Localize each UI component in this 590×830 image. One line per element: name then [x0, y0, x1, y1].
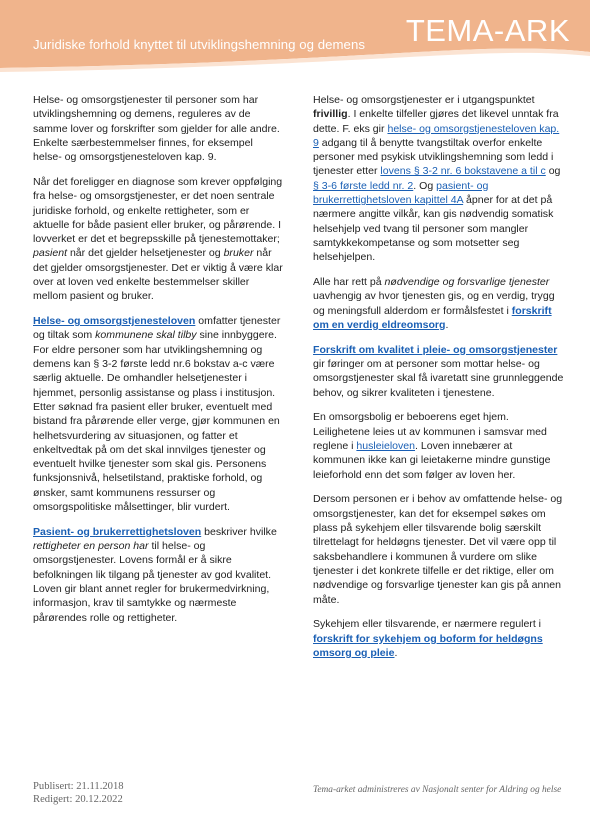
right-paragraph-3: Forskrift om kvalitet i pleie- og omsorgstjenester gir føringer om at personer som mottar helse- og omsorgstjenester skal få ivaretatt sine grunnleggende behov, og sikrer kvaliteten i tjenestene.: [313, 343, 564, 399]
left-paragraph-2: Når det foreligger en diagnose som krever oppfølging fra helse- og omsorgstjenester, er det noen sentrale juridiske forhold, og enkelte rettigheter, som er aktuelle for både pasient eller bruker, og pårørende. I lovverket er det et begrepsskille på tjenestemottaker; pasient når det gjelder helsetjenester og bruker når det gjelder omsorgstjenester. Det er viktig å være klar over at loven ved enkelte bestemmelser skiller mellom pasient og bruker.: [33, 175, 283, 303]
left-paragraph-1: Helse- og omsorgstjenester til personer som har utviklingshemning og demens, reguleres av de samme lover og forskrifter som gjelder for alle andre. Enkelte særbestemmelser finnes, for eksempel helse- og omsorgstjenesteloven kap. 9.: [33, 94, 280, 164]
link-husleieloven[interactable]: husleieloven: [356, 440, 416, 453]
right-paragraph-4: En omsorgsbolig er beboerens eget hjem. Leilighetene leies ut av kommunen i samsvar med reglene i husleieloven. Loven innebærer at kommunen ikke kan gi leietakerne mindre gunstige leieforhold enn det som følger av loven her.: [313, 411, 551, 481]
link-kap-9[interactable]: helse- og omsorgstjenesteloven kap. 9: [313, 122, 560, 149]
header-brand: TEMA-ARK: [405, 13, 570, 48]
footer-note: Tema-arket administreres av Nasjonalt senter for Aldring og helse: [313, 785, 562, 795]
right-paragraph-6: Sykehjem eller tilsvarende, er nærmere regulert i forskrift for sykehjem og boform for heldøgns omsorg og pleie.: [313, 618, 543, 659]
link-lovens-3-2[interactable]: lovens § 3-2 nr. 6 bokstavene a til c: [380, 165, 546, 178]
right-paragraph-2: Alle har rett på nødvendige og forsvarlige tjenester uavhengig av hvor tjenesten gis, og en verdig, trygg og meningsfull alderdom er formålsfestet i forskrift om en verdig eldreomsorg.: [313, 276, 555, 331]
link-kapittel-4a[interactable]: pasient- og brukerrettighetsloven kapittel 4A: [313, 179, 489, 207]
link-forskrift-kvalitet[interactable]: Forskrift om kvalitet i pleie- og omsorgstjenester: [313, 343, 558, 356]
link-pasient-og-brukerrettighetsloven[interactable]: Pasient- og brukerrettighetsloven: [33, 525, 202, 538]
edited-date: Redigert: 20.12.2022: [33, 793, 123, 805]
link-3-6[interactable]: § 3-6 første ledd nr. 2: [313, 179, 414, 192]
right-paragraph-1: Helse- og omsorgstjenester er i utgangspunktet frivillig. I enkelte tilfeller gjøres det likevel unntak fra dette. F. eks gir helse- og omsorgstjenesteloven kap. 9 adgang til å benytte tvangstiltak overfor enkelte personer med psykisk utviklingshemning som ledd i tjenester etter lovens § 3-2 nr. 6 bokstavene a til c og § 3-6 første ledd nr. 2. Og pasient- og brukerrettighetsloven kapittel 4A åpner for at det på nærmere angitte vilkår, kan gis nødvendig somatisk helsehjelp ved tvang til personer som mangler samtykkekompetanse og som motsetter seg helsehjelpen.: [313, 94, 561, 264]
footer-dates: [33, 781, 124, 806]
link-helse-og-omsorgstjenesteloven[interactable]: Helse- og omsorgstjenesteloven: [33, 315, 196, 328]
left-paragraph-3: Helse- og omsorgstjenesteloven omfatter tjenester og tiltak som kommunene skal tilby sine innbyggere. For eldre personer som har utviklingshemning og demens kan § 3-2 første ledd nr.6 bokstav a-c være særlig aktuelle. De omhandler helsetjenester i hjemmet, personlig assistanse og plass i institusjon. Etter søknad fra pasient eller bruker, eventuelt med bistand fra pårørende eller verge, gjør kommunen en helhetsvurdering av situasjonen, og fatter et enkeltvedtak på om det skal innvilges tjenester og eventuelt hvilke tjenester som skal gis. Personens funksjonsnivå, helsetilstand, praktiske forhold, og ønsker, samt kommunens ressurser og omsorgspolitiske målsettinger, blir vurdert.: [33, 315, 281, 514]
header-subtitle: Juridiske forhold knyttet til utviklingshemning og demens: [33, 37, 365, 52]
left-column: [33, 93, 283, 635]
right-column: [313, 93, 565, 671]
right-paragraph-5: Dersom personen er i behov av omfattende helse- og omsorgstjenester, kan det for eksempel søkes om plass på sykehjem eller tilsvarende bolig særskilt tilrettelagt for heldøgns tjenester. Det vil være opp til saksbehandlere i kommunen å vurdere om slike tjenester i det konkrete tilfelle er det riktige, eller om nødvendige og forsvarlige tjenester kan gis på annen måte.: [313, 493, 563, 606]
left-paragraph-4: Pasient- og brukerrettighetsloven beskriver hvilke rettigheter en person har til helse- og omsorgstjenester. Lovens formål er å sikre befolkningen lik tilgang på tjenester av god kvalitet. Loven gir blant annet regler for brukermedvirkning, informasjon, krav til samtykke og nærmeste pårørendes rolle og rettigheter.: [33, 525, 277, 624]
published-date: Publisert: 21.11.2018: [33, 781, 124, 792]
header-banner: [0, 0, 590, 80]
link-verdig-eldreomsorg[interactable]: forskrift om en verdig eldreomsorg: [313, 304, 552, 331]
link-forskrift-sykehjem[interactable]: forskrift for sykehjem og boform for heldøgns omsorg og pleie: [313, 632, 543, 659]
